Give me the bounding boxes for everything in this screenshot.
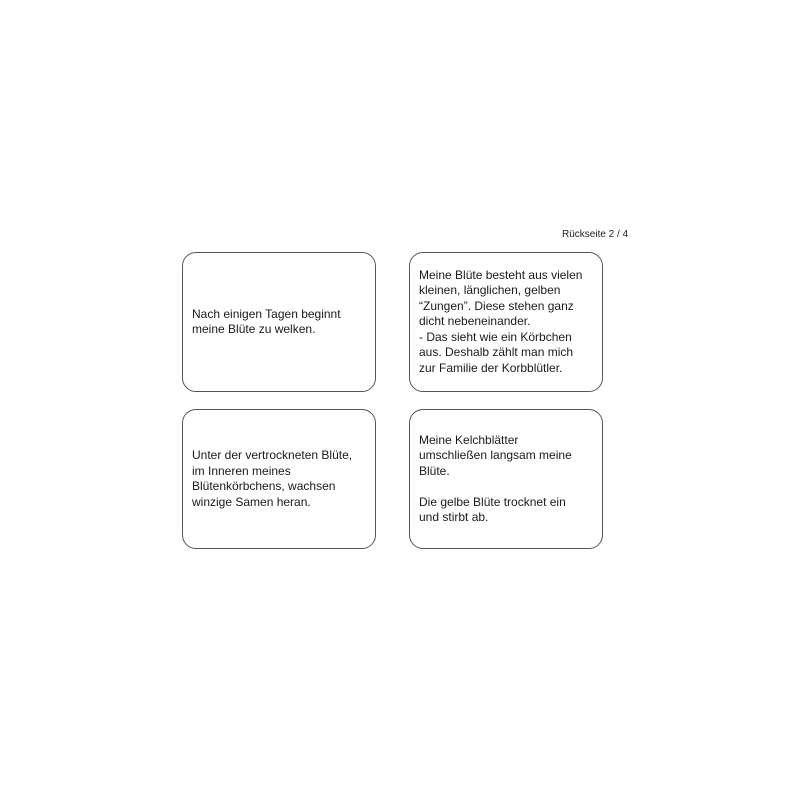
card-text: Nach einigen Tagen beginnt meine Blüte zu welken. [192, 306, 341, 336]
card-text: Unter der vertrockneten Blüte, im Inneren meines Blütenkörbchens, wachsen winzige Samen heran. [192, 448, 353, 509]
card-text: Meine Blüte besteht aus vielen kleinen, länglichen, gelben “Zungen”. Diese stehen ganz dicht nebeneinander. - Das sieht wie ein Körbchen aus. Deshalb zählt man mich zur Familie der Korbblütler. [419, 267, 583, 375]
card-text: Meine Kelchblätter umschließen langsam meine Blüte. [419, 432, 572, 478]
card-text: Die gelbe Blüte trocknet ein und stirbt ab. [419, 494, 566, 524]
text-card [409, 409, 603, 549]
page-label: Rückseite 2 / 4 [562, 229, 629, 240]
text-card [182, 409, 376, 549]
text-card [182, 252, 376, 392]
text-card [409, 252, 603, 392]
